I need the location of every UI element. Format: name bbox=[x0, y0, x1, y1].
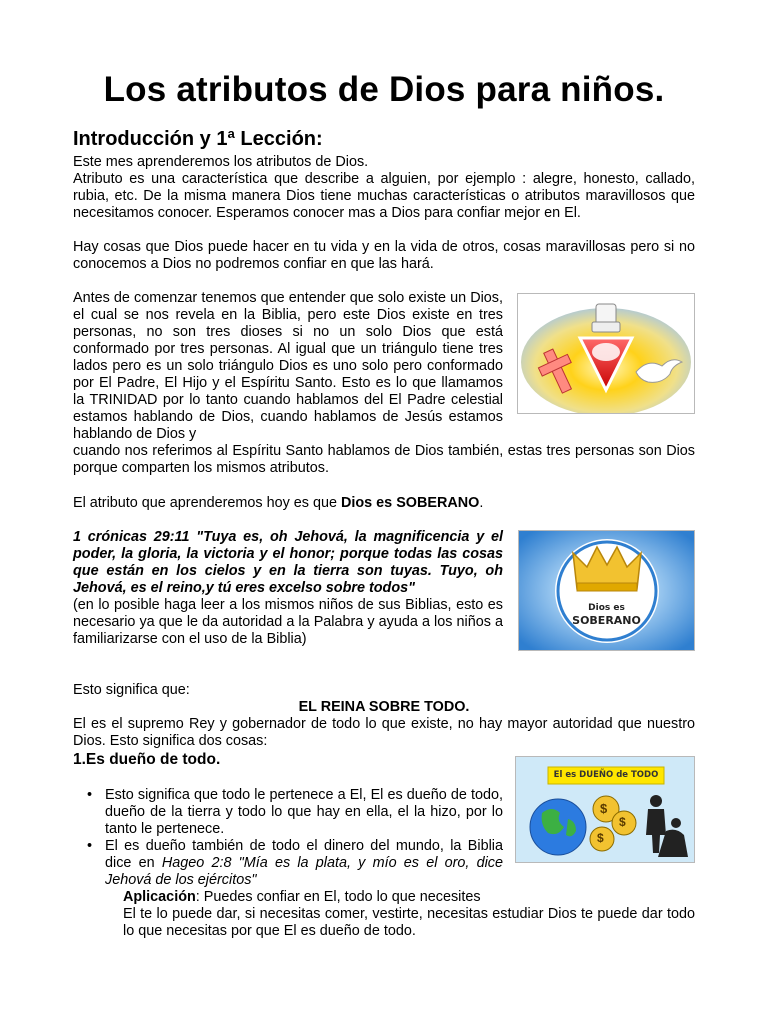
intro-paragraph-trust: Hay cosas que Dios puede hacer en tu vida y en la vida de otros, cosas maravillosas pero si no conocemos a Dios no podremos confiar en que las hará. bbox=[73, 239, 695, 272]
verse-note: (en lo posible haga leer a los mismos niños de sus Biblias, esto es necesario ya que le da autoridad a la Palabra y ayuda a los niños a familiarizarse con el uso de la Biblia) bbox=[73, 597, 503, 647]
page-title: Los atributos de Dios para niños. bbox=[103, 70, 665, 109]
point1-heading: 1.Es dueño de todo. bbox=[73, 751, 221, 768]
dueno-banner-label: El es DUEÑO de TODO bbox=[553, 770, 659, 780]
attribute-line bbox=[73, 495, 695, 512]
attribute-suffix: . bbox=[479, 495, 484, 511]
coin-symbol: $ bbox=[600, 801, 608, 816]
application-label: Aplicación bbox=[123, 889, 196, 905]
soberano-illustration bbox=[518, 530, 695, 651]
trinity-icon bbox=[518, 294, 694, 413]
point1-bullets bbox=[73, 787, 503, 889]
meaning-text: El es el supremo Rey y gobernador de todo lo que existe, no hay mayor autoridad que nuestro Dios. Esto significa dos cosas: bbox=[73, 716, 695, 749]
intro-paragraph-definition: Atributo es una característica que describe a alguien, por ejemplo : alegre, honesto, callado, rubia, etc. De la misma manera Dios tiene muchas características o atributos maravillosos que necesitamos conocer. Esperamos conocer mas a Dios para confiar mejor en El. bbox=[73, 171, 695, 221]
trinity-paragraph-continued: cuando nos referimos al Espíritu Santo hablamos de Dios también, estas tres personas son Dios porque comparten los mismos atributos. bbox=[73, 443, 695, 476]
list-item bbox=[73, 838, 503, 889]
bible-verse: 1 crónicas 29:11 "Tuya es, oh Jehová, la magnificencia y el poder, la gloria, la victoria y el honor; porque todas las cosas que están en los cielos y en la tierra son tuyas. Tuyo, oh Jehová, es el reino,y tú eres excelso sobre todos" bbox=[73, 529, 503, 596]
intro-line-1: Este mes aprenderemos los atributos de Dios. bbox=[73, 154, 369, 170]
section-heading: Introducción y 1ª Lección: bbox=[73, 128, 323, 150]
bullet2-verse: Hageo 2:8 "Mía es la plata, y mío es el oro, dice Jehová de los ejércitos" bbox=[105, 855, 503, 888]
soberano-label-bottom: SOBERANO bbox=[572, 614, 641, 627]
coin-symbol: $ bbox=[597, 831, 604, 845]
attribute-bold: Dios es SOBERANO bbox=[341, 495, 480, 511]
trinity-paragraph: Antes de comenzar tenemos que entender que solo existe un Dios, el cual se nos revela en la Biblia, pero este Dios existe en tres personas, no son tres dioses si no un solo Dios que está conformado por tres personas. Al igual que un triángulo tiene tres lados pero es un solo triángulo Dios es uno solo pero conformado por El Padre, El Hijo y el Espíritu Santo. Esto es lo que llamamos la TRINIDAD por lo tanto cuando hablamos del El Padre celestial estamos hablando de Dios, cuando hablamos de Jesús estamos hablando de Dios y bbox=[73, 290, 503, 442]
crown-icon bbox=[519, 531, 694, 650]
coin-symbol: $ bbox=[619, 815, 626, 829]
bullet-mark: • bbox=[87, 838, 93, 854]
bullet2-text: El es dueño también de todo el dinero del mundo, la Biblia dice en bbox=[105, 838, 503, 871]
bullet1-text: Esto significa que todo le pertenece a El, El es dueño de todo, dueño de la tierra y todo lo que hay en ella, el la hizo, por lo tanto le pertenece. bbox=[105, 787, 503, 837]
bullet-mark: • bbox=[87, 787, 93, 803]
meaning-heading: EL REINA SOBRE TODO. bbox=[298, 699, 470, 715]
verse-block bbox=[73, 529, 503, 648]
application-text: : Puedes confiar en El, todo lo que necesites bbox=[195, 889, 481, 905]
soberano-label-top: Dios es bbox=[588, 603, 625, 613]
application-line-1 bbox=[123, 889, 695, 906]
application-line-2: El te lo puede dar, si necesitas comer, vestirte, necesitas estudiar Dios te puede dar todo lo que necesitas por que El es dueño de todo. bbox=[123, 906, 695, 939]
dueno-illustration bbox=[515, 756, 695, 863]
trinity-illustration bbox=[517, 293, 695, 414]
attribute-prefix: El atributo que aprenderemos hoy es que bbox=[73, 495, 341, 511]
list-item bbox=[73, 787, 503, 838]
meaning-intro: Esto significa que: bbox=[73, 682, 190, 698]
